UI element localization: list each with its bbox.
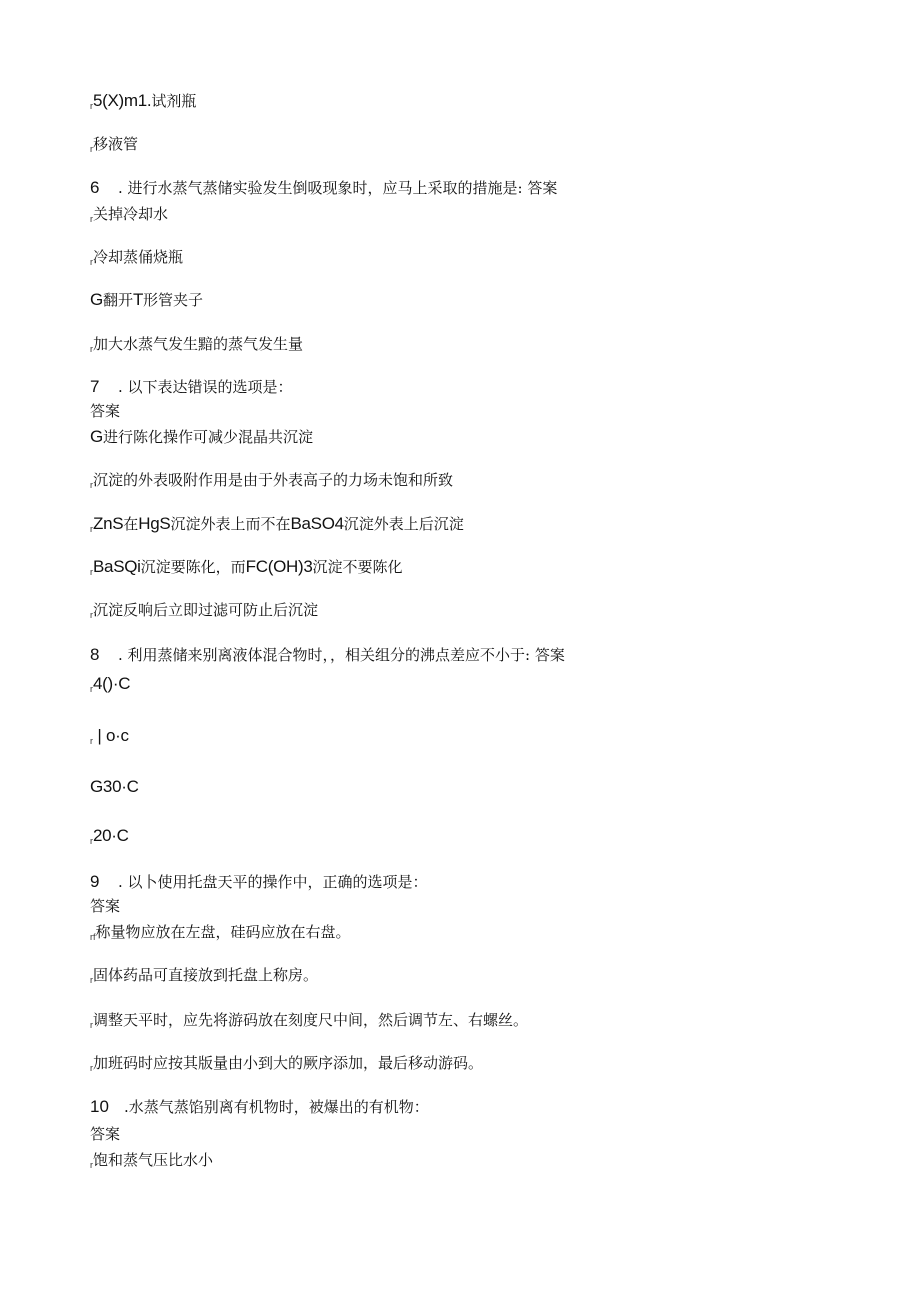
option-code: 5(X)m1.: [93, 91, 152, 110]
option-marker: r: [90, 567, 93, 577]
option-code: ZnS: [93, 514, 124, 533]
option-marker: r: [90, 257, 93, 267]
answer-label: [90, 896, 120, 916]
option-text: 移液管: [93, 135, 139, 153]
option-marker: r: [90, 610, 93, 620]
option-line: [90, 826, 129, 851]
answer-label-text: 答案: [90, 402, 121, 420]
option-line: [90, 334, 303, 359]
option-line: [90, 674, 130, 699]
question-text: . 利用蒸储来别离液体混合物时，，相关组分的沸点差应不小于: 答案: [118, 646, 565, 664]
option-text: 饱和蒸气压比水小: [93, 1151, 214, 1169]
option-line: [90, 427, 313, 447]
option-line: [90, 91, 196, 116]
option-line: [90, 922, 351, 947]
option-marker: r: [90, 214, 93, 224]
option-marker: r: [90, 1160, 93, 1170]
option-marker: r: [90, 480, 93, 490]
question-number: 10: [90, 1097, 109, 1116]
option-code: T: [132, 290, 144, 309]
option-line: [90, 1010, 528, 1035]
option-marker: r: [90, 344, 93, 354]
answer-label: [90, 1124, 120, 1144]
option-text: 沉淀外表上而不在: [170, 515, 291, 533]
option-marker: r: [90, 836, 93, 846]
option-text: 固体药品可直接放到托盘上称房。: [93, 966, 319, 984]
option-text: 沉淀要陈化，而: [140, 558, 246, 576]
option-text: 形管夹子: [143, 291, 204, 309]
option-marker: G: [90, 427, 103, 446]
option-marker: G: [90, 290, 103, 309]
question-text: . 以下表达错误的选项是：: [118, 378, 293, 396]
option-code: HgS: [138, 514, 171, 533]
option-text: 20·C: [93, 826, 129, 845]
option-text: G30·C: [90, 777, 139, 796]
option-text: 进行陈化操作可减少混晶共沉淀: [102, 428, 313, 446]
question-line: [90, 872, 428, 892]
question-number: 9: [90, 872, 100, 891]
option-code: FC(OH)3: [245, 557, 313, 576]
question-line: [90, 1097, 429, 1117]
option-marker: r: [90, 1063, 93, 1073]
option-text: 调整天平时，应先将游码放在刻度尺中间，然后调节左、右螺丝。: [93, 1011, 529, 1029]
question-text: . 以卜使用托盘天平的操作中，正确的选项是：: [118, 873, 428, 891]
option-line: [90, 290, 203, 310]
question-line: [90, 377, 293, 397]
option-text: 冷却蒸俑烧瓶: [93, 248, 184, 266]
question-text: . 进行水蒸气蒸储实验发生倒吸现象时，应马上采取的措施是: 答案: [118, 179, 558, 197]
option-line: [90, 726, 129, 751]
option-line: [90, 204, 168, 229]
option-text: 沉淀反响后立即过滤可防止后沉淀: [93, 601, 319, 619]
option-marker: r: [90, 144, 93, 154]
option-line: [90, 247, 183, 272]
option-text: 关掉冷却水: [93, 205, 169, 223]
option-marker: r: [90, 684, 93, 694]
option-text: 4()·C: [93, 674, 131, 693]
option-marker: r: [90, 1020, 93, 1030]
question-line: [90, 645, 565, 665]
question-number: 8: [90, 645, 100, 664]
option-line: [90, 134, 138, 159]
option-line: [90, 1053, 483, 1078]
option-text: 沉淀外表上后沉淀: [343, 515, 464, 533]
option-text: 试剂瓶: [151, 92, 197, 110]
option-line: [90, 557, 403, 582]
option-marker: r: [90, 101, 93, 111]
option-line: [90, 777, 139, 797]
option-code: BaSO4: [290, 514, 344, 533]
option-text: 沉淀不要陈化: [312, 558, 403, 576]
answer-label-text: 答案: [90, 897, 121, 915]
option-text: 在: [123, 515, 139, 533]
option-line: [90, 514, 464, 539]
answer-label: [90, 401, 120, 421]
option-text: 加班码时应按其版量由小到大的厥序添加，最后移动游码。: [93, 1054, 484, 1072]
option-line: [90, 470, 453, 495]
option-line: [90, 600, 318, 625]
question-number: 6: [90, 178, 100, 197]
option-text: 加大水蒸气发生黯的蒸气发生量: [93, 335, 304, 353]
option-text: 沉淀的外表吸附作用是由于外表高子的力场未饱和所致: [93, 471, 454, 489]
option-marker: r: [90, 975, 93, 985]
question-text: .水蒸气蒸馅别离有机物时，被爆出的有机物：: [124, 1098, 429, 1116]
option-text: 翻开: [102, 291, 133, 309]
answer-label-text: 答案: [90, 1125, 121, 1143]
option-marker: r: [90, 736, 93, 746]
option-line: [90, 1150, 213, 1175]
option-code: BaSQi: [93, 557, 141, 576]
question-number: 7: [90, 377, 100, 396]
option-text: 称量物应放在左盘，硅码应放在右盘。: [95, 923, 351, 941]
option-marker: r: [90, 524, 93, 534]
question-line: [90, 178, 557, 198]
option-line: [90, 965, 318, 990]
option-marker: rf: [90, 932, 96, 942]
option-text: | o·c: [93, 726, 129, 745]
